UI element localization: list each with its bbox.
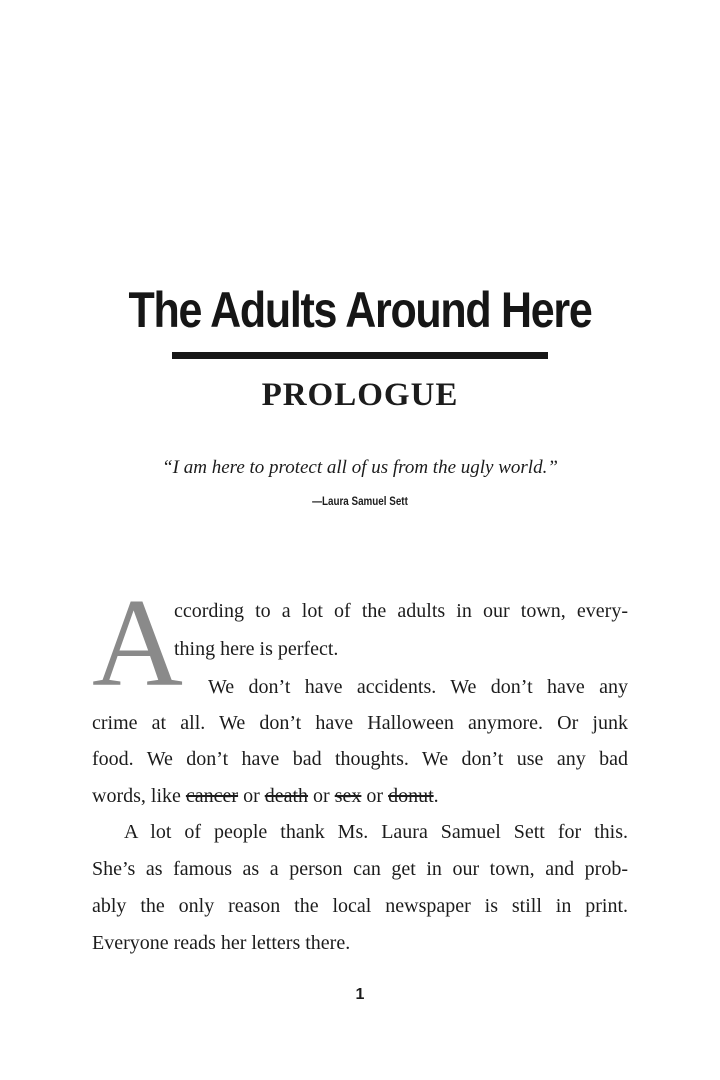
body-line: [92, 782, 439, 810]
body-line: food. We don’t have bad thoughts. We don’t use any bad: [92, 748, 628, 770]
body-line: A lot of people thank Ms. Laura Samuel Sett for this.: [124, 821, 628, 843]
struck-word: cancer: [185, 785, 239, 807]
body-line: We don’t have accidents. We don’t have any: [208, 676, 628, 698]
epigraph-quote: “I am here to protect all of us from the ugly world.”: [162, 457, 558, 478]
chapter-heading: PROLOGUE: [261, 377, 459, 413]
title-rule: [172, 352, 548, 359]
body-line: Everyone reads her letters there.: [92, 932, 351, 954]
body-line: crime at all. We don’t have Halloween anymore. Or junk: [92, 712, 628, 734]
line-text: .: [433, 785, 439, 807]
drop-cap: A: [92, 574, 183, 713]
struck-word: sex: [334, 785, 362, 807]
body-line: She’s as famous as a person can get in our town, and prob-: [92, 858, 628, 880]
body-line: ably the only reason the local newspaper is still in print.: [92, 895, 628, 917]
page-number: 1: [355, 986, 365, 1003]
book-title: The Adults Around Here: [128, 282, 592, 338]
struck-word: death: [264, 785, 309, 807]
line-text: or: [238, 785, 265, 807]
line-text: or: [361, 785, 389, 807]
body-line: thing here is perfect.: [174, 638, 339, 660]
line-text: or: [308, 785, 335, 807]
epigraph-attribution: —Laura Samuel Sett: [312, 494, 408, 508]
line-text: words, like: [92, 785, 186, 807]
struck-word: donut: [388, 785, 434, 807]
body-line: ccording to a lot of the adults in our town, every-: [174, 600, 628, 622]
